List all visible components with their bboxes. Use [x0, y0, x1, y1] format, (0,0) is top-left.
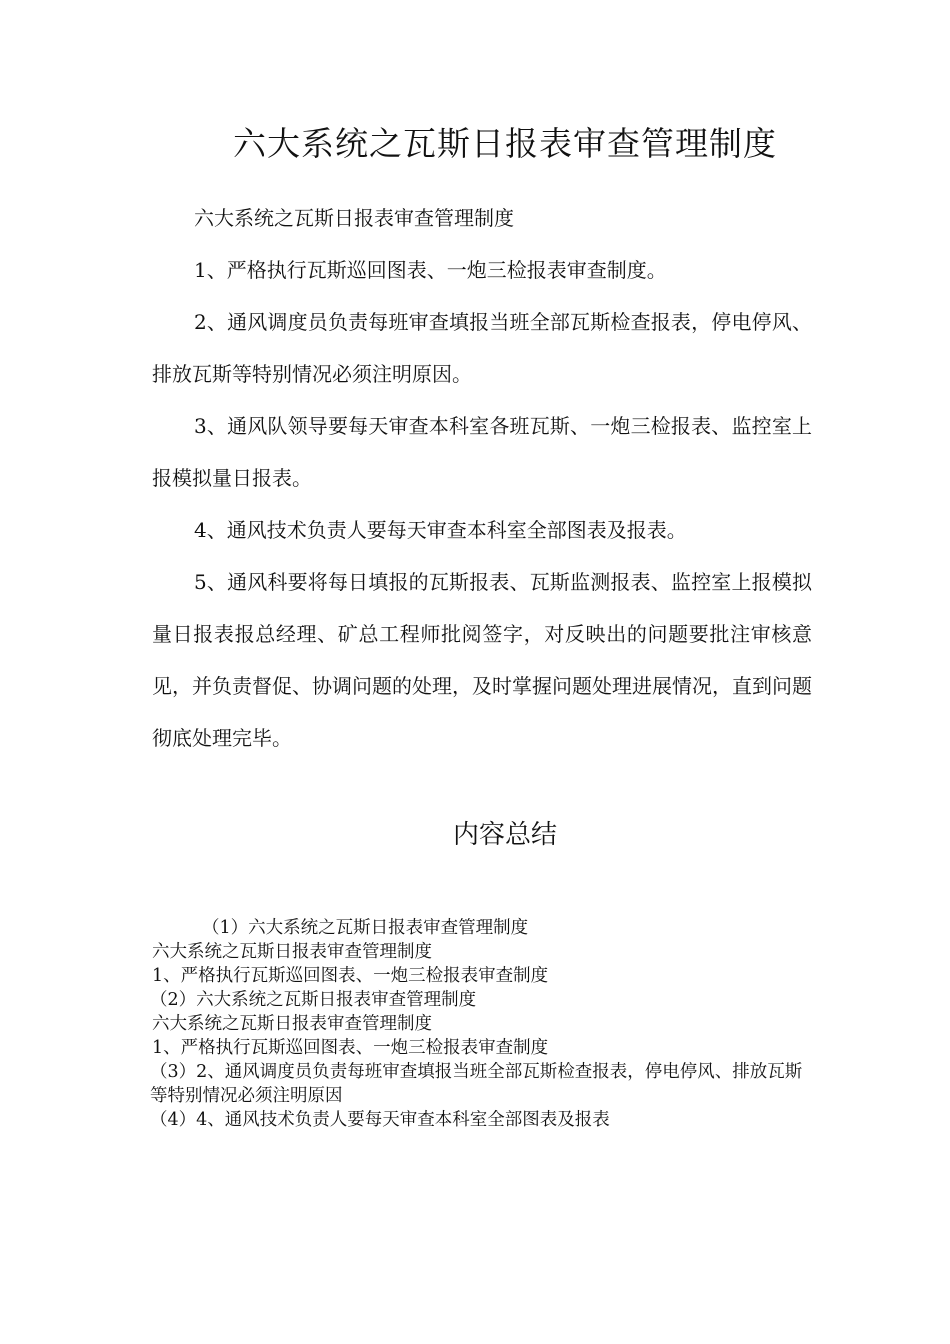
paragraph-item-5: 5、通风科要将每日填报的瓦斯报表、瓦斯监测报表、监控室上报模拟量日报表报总经理、矿总工程师批阅签字，对反映出的问题要批注审核意见，并负责督促、协调问题的处理，及时掌握问题处理进展情况，直到问题彻底处理完毕。	[152, 570, 812, 750]
summary-line: 1、严格执行瓦斯巡回图表、一炮三检报表审查制度	[152, 966, 549, 986]
paragraph-item-3: 3、通风队领导要每天审查本科室各班瓦斯、一炮三检报表、监控室上报模拟量日报表。	[152, 414, 812, 490]
paragraph-item-4: 4、通风技术负责人要每天审查本科室全部图表及报表。	[194, 518, 687, 542]
summary-line: 六大系统之瓦斯日报表审查管理制度	[152, 1014, 432, 1034]
document-title: 六大系统之瓦斯日报表审查管理制度	[233, 124, 777, 163]
summary-line: 六大系统之瓦斯日报表审查管理制度	[152, 942, 432, 962]
paragraph-item-1: 1、严格执行瓦斯巡回图表、一炮三检报表审查制度。	[194, 258, 667, 282]
paragraph-intro: 六大系统之瓦斯日报表审查管理制度	[194, 206, 514, 230]
paragraph-item-2: 2、通风调度员负责每班审查填报当班全部瓦斯检查报表，停电停风、排放瓦斯等特别情况必须注明原因。	[152, 310, 812, 386]
summary-block	[152, 916, 812, 1132]
summary-line: （3）2、通风调度员负责每班审查填报当班全部瓦斯检查报表，停电停风、排放瓦斯等特别情况必须注明原因	[150, 1062, 803, 1106]
summary-heading: 内容总结	[452, 820, 557, 850]
summary-line: 1、严格执行瓦斯巡回图表、一炮三检报表审查制度	[152, 1038, 549, 1058]
summary-line: （4）4、通风技术负责人要每天审查本科室全部图表及报表	[150, 1110, 610, 1130]
document-body	[152, 192, 812, 764]
summary-line: （1）六大系统之瓦斯日报表审查管理制度	[202, 918, 529, 938]
summary-line: （2）六大系统之瓦斯日报表审查管理制度	[150, 990, 477, 1010]
